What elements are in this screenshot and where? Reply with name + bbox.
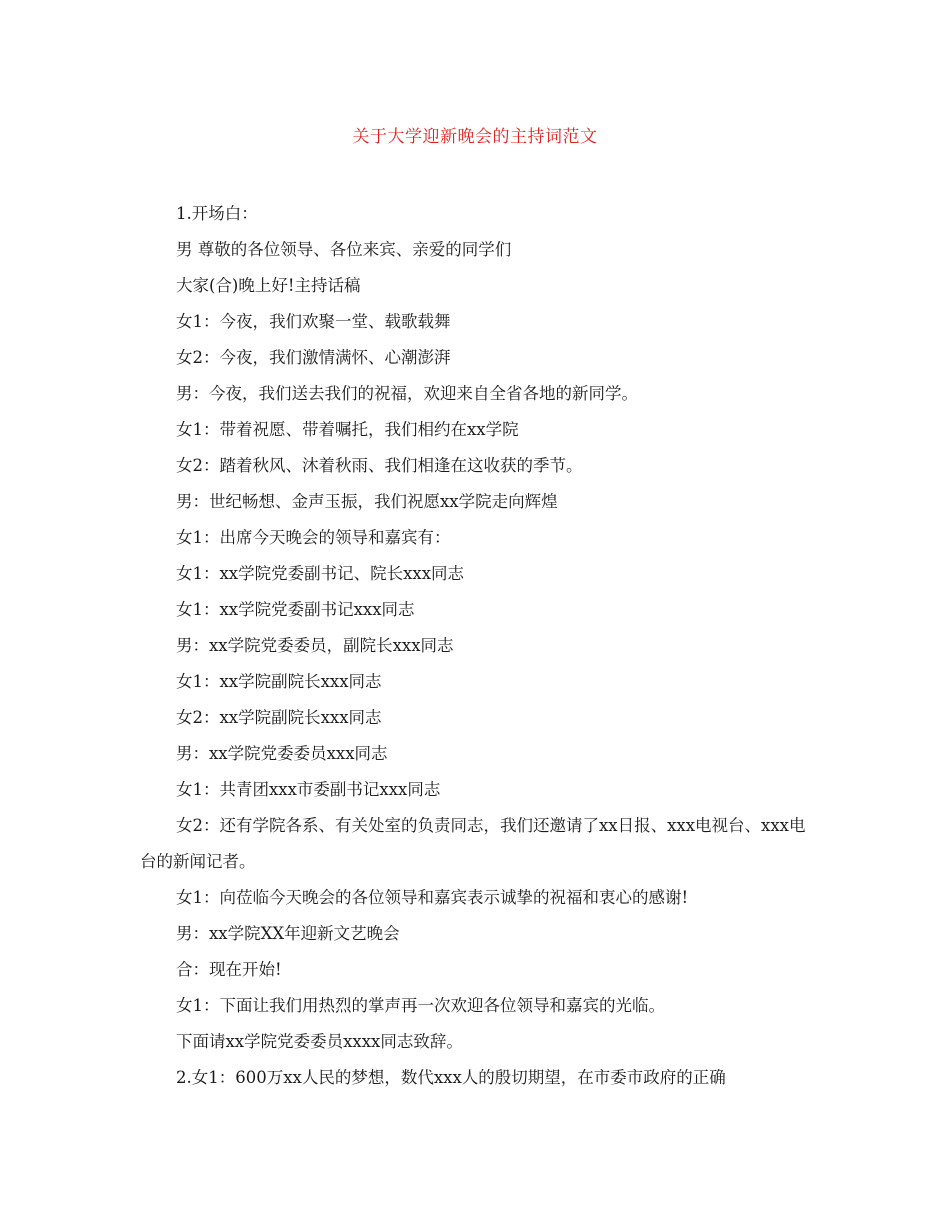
paragraph: 男：世纪畅想、金声玉振，我们祝愿xx学院走向辉煌 [176, 492, 558, 511]
document-title: 关于大学迎新晚会的主持词范文 [352, 127, 598, 147]
paragraph: 女2：踏着秋风、沐着秋雨、我们相逢在这收获的季节。 [176, 456, 583, 475]
paragraph: 1.开场白： [176, 204, 258, 223]
paragraph: 女1：xx学院副院长xxx同志 [176, 672, 382, 691]
paragraph: 女1：共青团xxx市委副书记xxx同志 [176, 780, 441, 799]
paragraph: 男：xx学院XX年迎新文艺晚会 [176, 924, 400, 943]
paragraph: 男：xx学院党委委员，副院长xxx同志 [176, 636, 454, 655]
paragraph: 男 尊敬的各位领导、各位来宾、亲爱的同学们 [176, 240, 512, 259]
paragraph: 女1：xx学院党委副书记xxx同志 [176, 600, 415, 619]
paragraph: 女1：带着祝愿、带着嘱托，我们相约在xx学院 [176, 420, 519, 439]
paragraph: 女1：xx学院党委副书记、院长xxx同志 [176, 564, 465, 583]
paragraph: 女2：xx学院副院长xxx同志 [176, 708, 382, 727]
paragraph: 2.女1：600万xx人民的梦想，数代xxx人的殷切期望，在市委市政府的正确 [176, 1068, 726, 1087]
paragraph: 女1：出席今天晚会的领导和嘉宾有： [176, 528, 451, 547]
paragraph: 合：现在开始! [176, 960, 282, 979]
paragraph: 男：xx学院党委委员xxx同志 [176, 744, 388, 763]
paragraph: 女1：向莅临今天晚会的各位领导和嘉宾表示诚挚的祝福和衷心的感谢! [176, 888, 689, 907]
document-body [140, 196, 810, 1096]
paragraph: 女2：今夜，我们激情满怀、心潮澎湃 [176, 348, 451, 367]
paragraph: 下面请xx学院党委委员xxxx同志致辞。 [176, 1032, 463, 1051]
paragraph: 男：今夜，我们送去我们的祝福，欢迎来自全省各地的新同学。 [176, 384, 638, 403]
paragraph: 女1：下面让我们用热烈的掌声再一次欢迎各位领导和嘉宾的光临。 [176, 996, 665, 1015]
paragraph: 女1：今夜，我们欢聚一堂、载歌载舞 [176, 312, 451, 331]
paragraph: 大家(合)晚上好!主持话稿 [176, 276, 361, 295]
paragraph: 女2：还有学院各系、有关处室的负责同志，我们还邀请了xx日报、xxx电视台、xxx电台的新闻记者。 [140, 816, 806, 871]
